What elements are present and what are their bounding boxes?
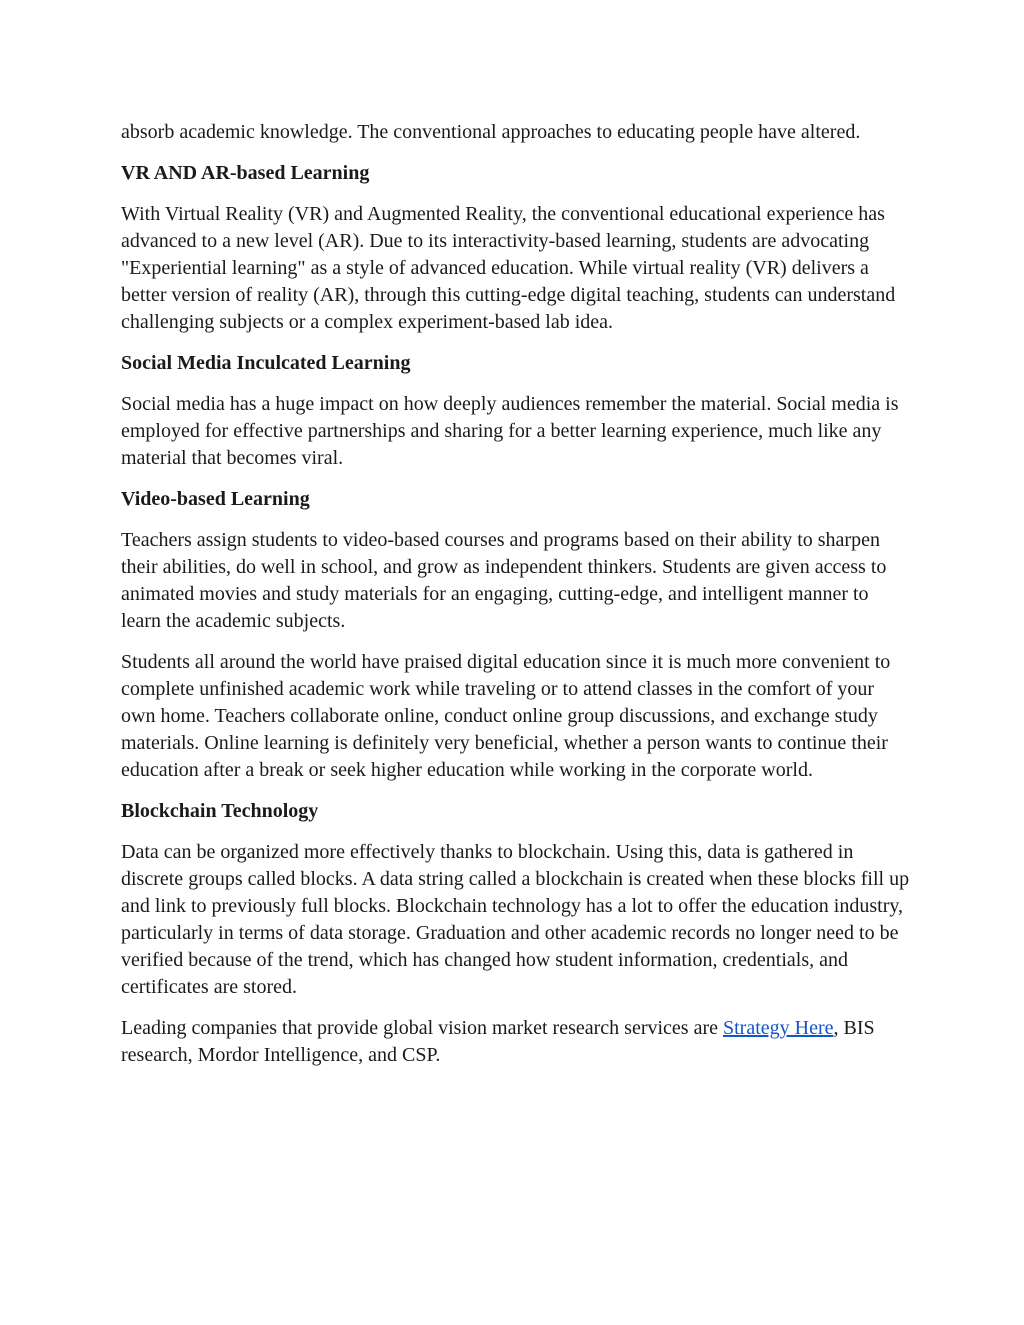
closing-text-after: , BIS research, Mordor Intelligence, and CSP. [121, 1017, 875, 1066]
vr-ar-paragraph: With Virtual Reality (VR) and Augmented Reality, the conventional educational experience has advanced to a new level (AR). Due to its interactivity-based learning, students are advocating "Experiential learning" as a style of advanced education. While virtual reality (VR) delivers a better version of reality (AR), through this cutting-edge digital teaching, students can understand challenging subjects or a complex experiment-based lab idea. [121, 203, 896, 333]
social-media-paragraph: Social media has a huge impact on how deeply audiences remember the material. Social media is employed for effective partnerships and sharing for a better learning experience, much like any material that becomes viral. [121, 393, 899, 469]
social-media-heading: Social Media Inculcated Learning [121, 352, 411, 374]
video-learning-heading: Video-based Learning [121, 488, 310, 510]
vr-ar-heading: VR AND AR-based Learning [121, 162, 370, 184]
blockchain-paragraph: Data can be organized more effectively thanks to blockchain. Using this, data is gathered in discrete groups called blocks. A data string called a blockchain is created when these blocks fill up and link to previously full blocks. Blockchain technology has a lot to offer the education industry, particularly in terms of data storage. Graduation and other academic records no longer need to be verified because of the trend, which has changed how student information, credentials, and certificates are stored. [121, 841, 910, 998]
blockchain-heading: Blockchain Technology [121, 800, 319, 822]
online-learning-paragraph: Students all around the world have praised digital education since it is much more convenient to complete unfinished academic work while traveling or to attend classes in the comfort of your own home. Teachers collaborate online, conduct online group discussions, and exchange study materials. Online learning is definitely very beneficial, whether a person wants to continue their education after a break or seek higher education while working in the corporate world. [121, 651, 891, 781]
closing-paragraph [121, 1015, 911, 1069]
closing-text-before: Leading companies that provide global vision market research services are [121, 1017, 723, 1039]
strategy-here-link[interactable]: Strategy Here [723, 1017, 834, 1039]
intro-paragraph: absorb academic knowledge. The conventional approaches to educating people have altered. [121, 121, 861, 143]
document-page [121, 119, 911, 1083]
video-learning-paragraph: Teachers assign students to video-based courses and programs based on their ability to sharpen their abilities, do well in school, and grow as independent thinkers. Students are given access to animated movies and study materials for an engaging, cutting-edge, and intelligent manner to learn the academic subjects. [121, 529, 887, 632]
